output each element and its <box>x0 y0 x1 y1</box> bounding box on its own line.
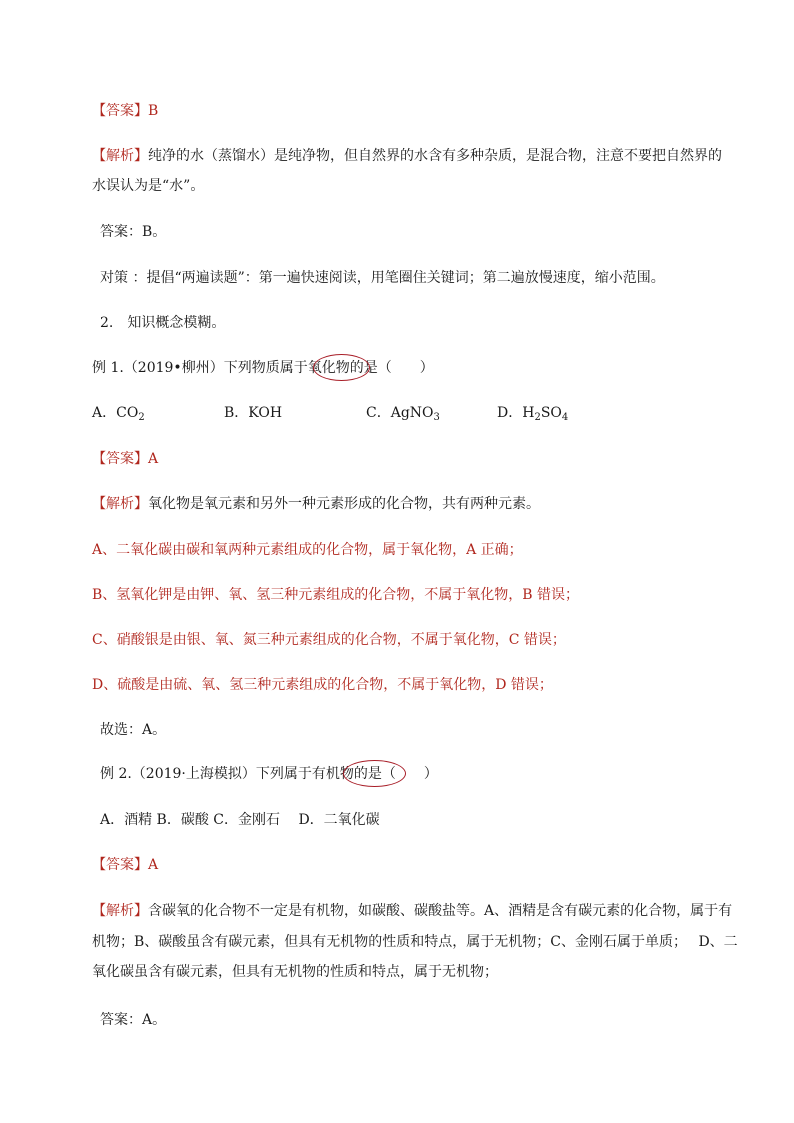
example-1-question: 例 1.（2019•柳州）下列物质属于氧化物的是（ ） <box>92 360 434 376</box>
answer-tag: 【答案】 <box>92 103 148 119</box>
item-2-heading: 2. 知识概念模糊。 <box>100 315 226 331</box>
answer-3 <box>92 855 158 875</box>
option-d <box>497 403 568 423</box>
analysis-1-line2: 水误认为是“水”。 <box>92 178 205 194</box>
analysis-text: 含碳氧的化合物不一定是有机物，如碳酸、碳酸盐等。A、酒精是含有碳元素的化合物，属于有 <box>148 903 733 919</box>
option-c-text: C．AgNO <box>366 405 434 421</box>
analysis-tag: 【解析】 <box>92 148 148 164</box>
analysis-tag: 【解析】 <box>92 903 148 919</box>
emphasis-circle <box>313 354 370 381</box>
option-d-text-mid: SO <box>540 405 562 421</box>
option-a <box>92 403 145 423</box>
option-d-subscript-1: 2 <box>534 412 541 423</box>
option-d-text: D．H <box>497 405 535 421</box>
answer-2 <box>92 449 158 469</box>
option-c <box>366 403 440 423</box>
emphasis-circle <box>343 760 406 787</box>
analysis-2-line1 <box>92 494 540 514</box>
option-b: B．KOH <box>224 405 283 421</box>
answer-value: A <box>148 451 159 467</box>
analysis-2-option-a: A、二氧化碳由碳和氧两种元素组成的化合物，属于氧化物，A 正确； <box>92 542 523 558</box>
option-a-subscript: 2 <box>138 412 145 423</box>
analysis-2-option-c: C、硝酸银是由银、氧、氮三种元素组成的化合物，不属于氧化物，C 错误； <box>92 632 566 648</box>
answer-1 <box>92 101 158 121</box>
analysis-tag: 【解析】 <box>92 496 148 512</box>
answer-a-final: 答案：A。 <box>100 1012 167 1028</box>
answer-tag: 【答案】 <box>92 857 148 873</box>
example-1-options <box>92 403 692 425</box>
strategy-text: 对策 ：提倡“两遍读题”：第一遍快速阅读，用笔圈住关键词；第二遍放慢速度，缩小范围。 <box>100 270 665 286</box>
answer-b-text: 答案：B。 <box>100 224 167 240</box>
option-d-subscript-2: 4 <box>561 412 569 423</box>
choose-a-text: 故选：A。 <box>100 722 167 738</box>
answer-value: A <box>148 857 159 873</box>
example-2-options: A．酒精 B．碳酸 C．金刚石 D．二氧化碳 <box>100 812 380 828</box>
option-c-subscript: 3 <box>433 412 440 423</box>
analysis-2-option-b: B、氢氧化钾是由钾、氧、氢三种元素组成的化合物，不属于氧化物，B 错误； <box>92 587 580 603</box>
analysis-3-line2: 机物；B、碳酸虽含有碳元素，但具有无机物的性质和特点，属于无机物；C、金刚石属于单质； D、二 <box>92 934 738 950</box>
analysis-text: 氧化物是氧元素和另外一种元素形成的化合物，共有两种元素。 <box>148 496 540 512</box>
analysis-1-line1 <box>92 146 722 166</box>
analysis-3-line3: 氧化碳虽含有碳元素，但具有无机物的性质和特点，属于无机物； <box>92 964 498 980</box>
answer-tag: 【答案】 <box>92 451 148 467</box>
example-2-question: 例 2.（2019·上海模拟）下列属于有机物的是（ ） <box>100 766 438 782</box>
option-a-text: A．CO <box>92 405 139 421</box>
answer-value: B <box>148 103 159 119</box>
analysis-text: 纯净的水（蒸馏水）是纯净物，但自然界的水含有多种杂质，是混合物，注意不要把自然界的 <box>148 148 722 164</box>
analysis-3-line1 <box>92 901 732 921</box>
analysis-2-option-d: D、硫酸是由硫、氧、氢三种元素组成的化合物，不属于氧化物，D 错误； <box>92 677 553 693</box>
